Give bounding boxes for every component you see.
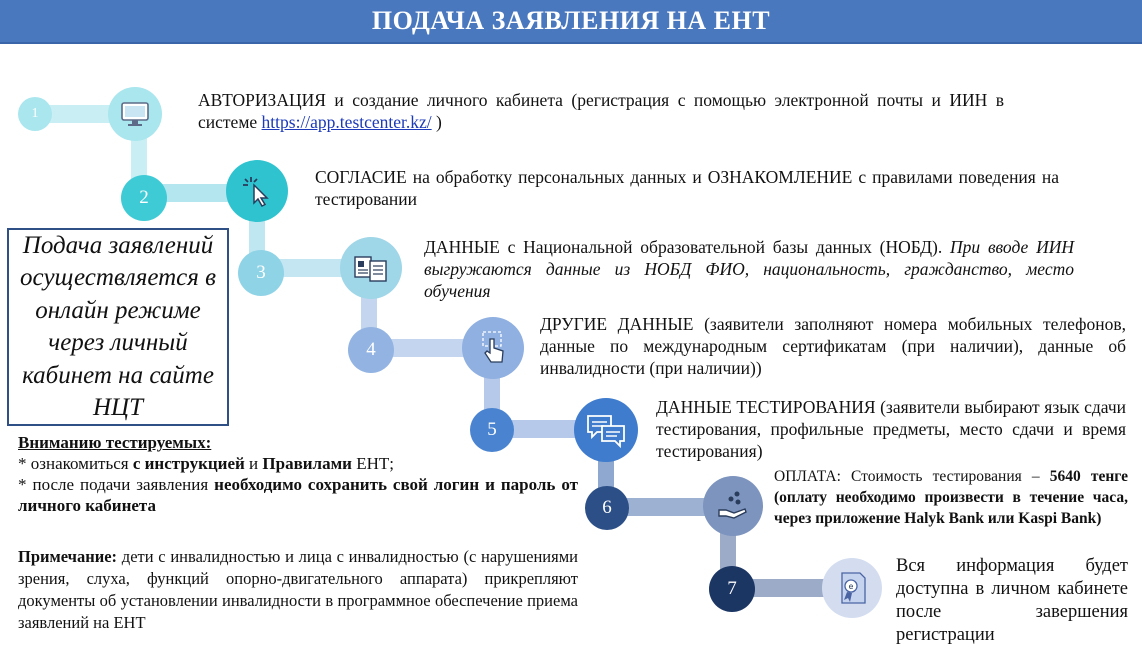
page-title: ПОДАЧА ЗАЯВЛЕНИЯ НА ЕНТ xyxy=(371,6,771,35)
chat-bubbles-icon xyxy=(585,412,627,448)
attention-2a: * после подачи заявления xyxy=(18,475,215,494)
step-7-icon-circle xyxy=(822,558,882,618)
step-2-number: 2 xyxy=(121,175,167,221)
attention-item-2 xyxy=(18,474,578,516)
step-3-icon-circle xyxy=(340,237,402,299)
step-1-close: ) xyxy=(431,112,442,132)
step-3-text xyxy=(424,236,1074,302)
step-6-icon-circle xyxy=(703,476,763,536)
step-7-number: 7 xyxy=(709,566,755,612)
step-2-icon-circle xyxy=(226,160,288,222)
touch-hand-icon xyxy=(476,329,510,367)
step-1-number: 1 xyxy=(18,97,52,131)
testcenter-link[interactable]: https://app.testcenter.kz/ xyxy=(261,112,432,132)
step-6-bold: 5640 тенге (оплату необходимо произвести в течение часа, через приложение Halyk Bank или Kaspi Bank) xyxy=(774,468,1129,527)
note-label: Примечание: xyxy=(18,547,118,566)
attention-1e: ЕНТ; xyxy=(351,454,395,473)
connector-6 xyxy=(625,498,715,516)
attention-1d: Правилами xyxy=(262,454,352,473)
monitor-icon xyxy=(119,100,151,128)
step-5-number: 5 xyxy=(470,408,514,452)
svg-text:e: e xyxy=(848,582,854,591)
step-3-label: ДАННЫЕ с Национальной образовательной базы данных (НОБД). xyxy=(424,237,951,257)
cursor-click-icon xyxy=(239,173,275,209)
attention-block xyxy=(18,432,578,516)
step-5-icon-circle xyxy=(574,398,638,462)
note-text: дети с инвалидностью и лица с инвалидностью (с нарушениями зрения, слуха, функций опорно-двигательного аппарата) прикрепляют документы об установлении инвалидности в программное обеспечение приема заявлений на ЕНТ xyxy=(18,547,578,632)
step-1-icon-circle xyxy=(108,87,162,141)
disability-note xyxy=(18,546,578,634)
attention-1a: * ознакомиться xyxy=(18,454,133,473)
payment-hand-icon xyxy=(716,488,750,524)
attention-item-1 xyxy=(18,453,578,474)
attention-2b: необходимо сохранить свой логин и пароль от личного кабинета xyxy=(18,475,578,515)
documents-icon xyxy=(352,251,390,285)
attention-1b: с инструкцией xyxy=(132,454,245,473)
step-4-icon-circle xyxy=(462,317,524,379)
step-1-label: АВТОРИЗАЦИЯ и создание личного кабинета (регистрация с помощью электронной почты и ИИН в системе xyxy=(198,90,1004,132)
step-6-number: 6 xyxy=(585,486,629,530)
online-submission-note xyxy=(7,228,229,426)
step-4-number: 4 xyxy=(348,327,394,373)
step-6-text xyxy=(774,466,1128,529)
connector-4 xyxy=(388,339,473,357)
side-note-text: Подача заявлений осуществляется в онлайн режиме через личный кабинет на сайте НЦТ xyxy=(20,231,216,421)
attention-heading: Вниманию тестируемых: xyxy=(18,433,212,452)
step-2-text: СОГЛАСИЕ на обработку персональных данных и ОЗНАКОМЛЕНИЕ с правилами поведения на тестировании xyxy=(315,167,1059,209)
step-7-text: Вся информация будет доступна в личном кабинете после завершения регистрации xyxy=(896,556,1128,645)
step-6-label: ОПЛАТА: Стоимость тестирования – xyxy=(774,468,1050,485)
step-4-text: ДРУГИЕ ДАННЫЕ (заявители заполняют номера мобильных телефонов, данные по международным сертификатам (при наличии), данные об инвалидности (при наличии)) xyxy=(540,314,1126,378)
step-3-number: 3 xyxy=(238,250,284,296)
step-3-italic: При вводе ИИН выгружаются данные из НОБД ФИО, национальность, гражданство, место обучения xyxy=(424,237,1074,301)
step-5-text: ДАННЫЕ ТЕСТИРОВАНИЯ (заявители выбирают язык сдачи тестирования, профильные предметы, место сдачи и время тестирования) xyxy=(656,397,1126,461)
step-1-text xyxy=(198,89,1004,133)
certificate-icon xyxy=(834,569,870,607)
attention-1c: и xyxy=(244,454,263,473)
